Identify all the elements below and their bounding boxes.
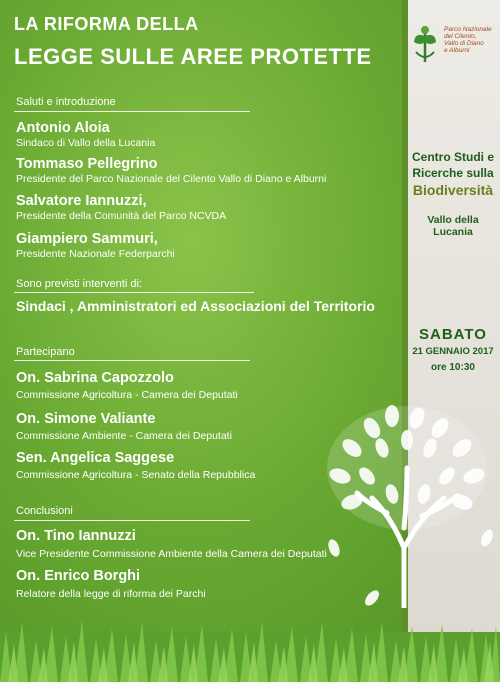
participant-role: Commissione Ambiente - Camera dei Deputati bbox=[16, 430, 232, 442]
logo-text-3: Vallo di Diano bbox=[444, 40, 484, 47]
title-line-2: LEGGE SULLE AREE PROTETTE bbox=[14, 44, 372, 69]
conclusion-name: On. Enrico Borghi bbox=[16, 568, 141, 584]
day-label: SABATO bbox=[419, 326, 487, 343]
section-conclusioni: Conclusioni bbox=[16, 505, 73, 517]
speaker-name: Tommaso Pellegrino bbox=[16, 156, 158, 172]
speaker-name: Giampiero Sammuri, bbox=[16, 231, 158, 247]
speaker-name: Antonio Aloia bbox=[16, 120, 110, 136]
conclusion-role: Vice Presidente Commissione Ambiente della Camera dei Deputati bbox=[16, 548, 327, 560]
participant-name: On. Simone Valiante bbox=[16, 411, 156, 427]
org-line-2: Ricerche sulla bbox=[412, 166, 494, 180]
grass-decoration-icon bbox=[0, 592, 500, 682]
conclusion-name: On. Tino Iannuzzi bbox=[16, 528, 136, 544]
divider bbox=[14, 360, 250, 361]
divider bbox=[14, 520, 250, 521]
logo-text-1: Parco Nazionale bbox=[444, 26, 492, 33]
participant-name: On. Sabrina Capozzolo bbox=[16, 370, 174, 386]
section-saluti: Saluti e introduzione bbox=[16, 96, 116, 108]
conclusion-role: Relatore della legge di riforma dei Parchi bbox=[16, 588, 206, 600]
org-line-1: Centro Studi e bbox=[411, 150, 494, 164]
tree-illustration-icon bbox=[312, 398, 500, 608]
org-line-3: Biodiversità bbox=[412, 182, 494, 198]
park-logo-icon bbox=[410, 22, 440, 66]
speaker-name: Salvatore Iannuzzi, bbox=[16, 193, 147, 209]
divider bbox=[14, 111, 250, 112]
title-line-1: LA RIFORMA DELLA bbox=[14, 14, 199, 34]
logo-text-2: del Cilento, bbox=[444, 33, 477, 40]
section-previsti: Sono previsti interventi di: bbox=[16, 278, 142, 290]
speaker-role: Sindaco di Vallo della Lucania bbox=[16, 137, 156, 149]
logo-text-4: e Alburni bbox=[444, 47, 470, 54]
place-label: Vallo della Lucania bbox=[427, 214, 479, 238]
time-label: ore 10:30 bbox=[431, 362, 475, 373]
speaker-role: Presidente del Parco Nazionale del Cilento Vallo di Diano e Alburni bbox=[16, 173, 327, 185]
participant-name: Sen. Angelica Saggese bbox=[16, 450, 175, 466]
interventi-text: Sindaci , Amministratori ed Associazioni del Territorio bbox=[16, 298, 375, 314]
section-partecipano: Partecipano bbox=[16, 346, 75, 358]
participant-role: Commissione Agricoltura - Camera dei Deputati bbox=[16, 389, 238, 401]
participant-role: Commissione Agricoltura - Senato della Repubblica bbox=[16, 469, 256, 481]
speaker-role: Presidente Nazionale Federparchi bbox=[16, 248, 175, 260]
divider bbox=[14, 292, 254, 293]
speaker-role: Presidente della Comunità del Parco NCVDA bbox=[16, 210, 227, 222]
date-label: 21 GENNAIO 2017 bbox=[412, 346, 494, 357]
